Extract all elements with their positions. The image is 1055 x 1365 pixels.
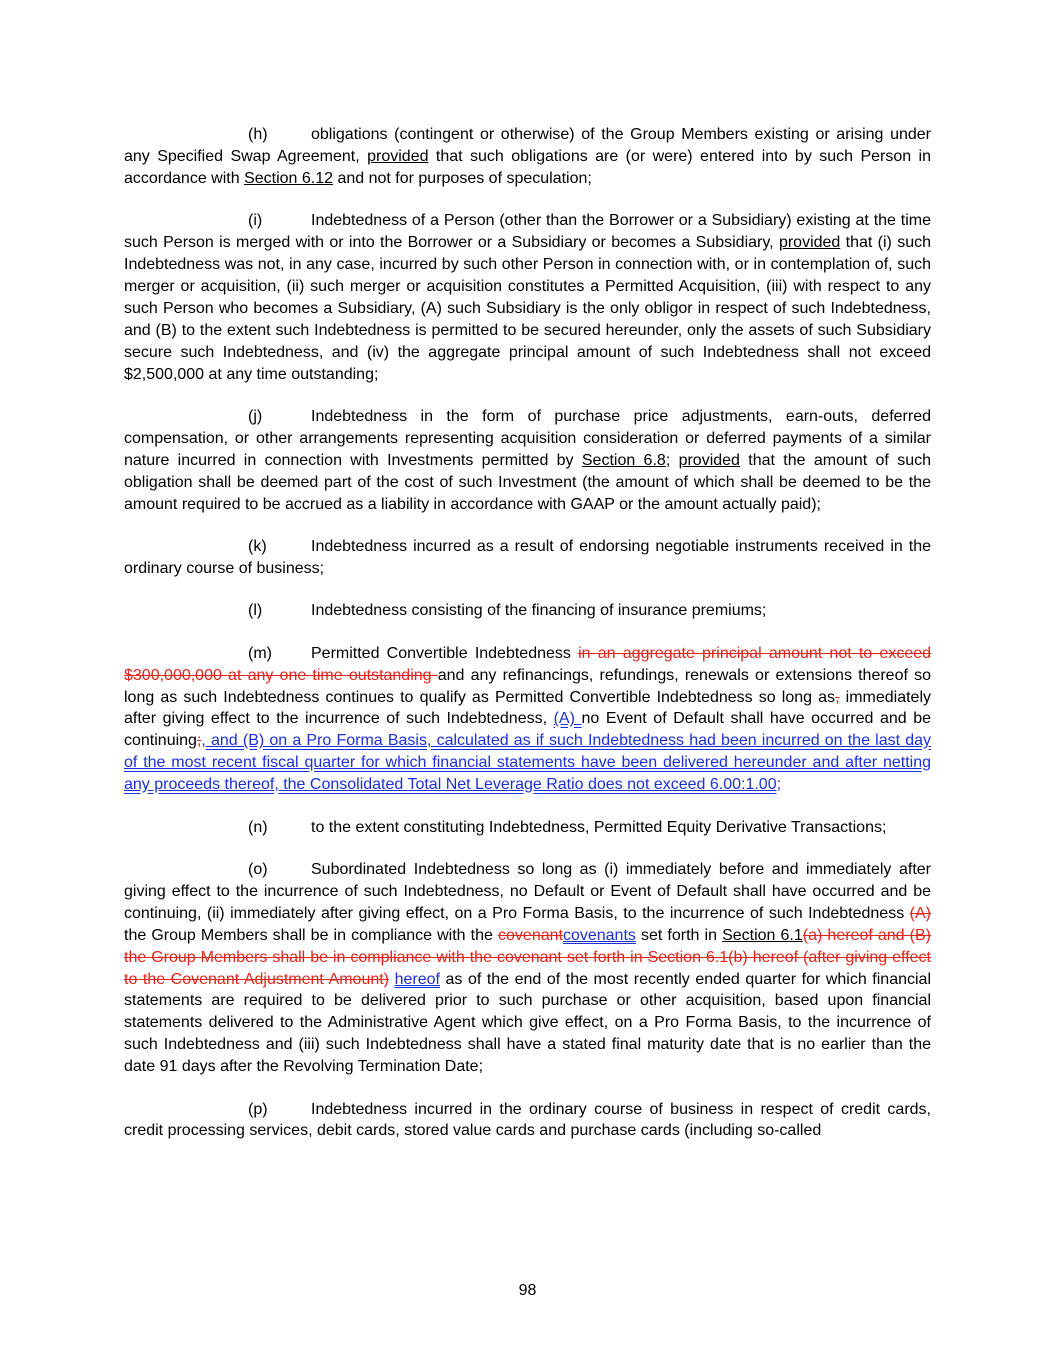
paragraph-n	[124, 817, 931, 839]
text-run: ;	[665, 451, 679, 469]
text-run: Permitted Convertible Indebtedness	[311, 644, 579, 662]
inserted-text: hereof	[394, 970, 440, 988]
underlined-text: Section 6.8	[581, 451, 666, 469]
text-run: to the extent constituting Indebtedness, Permitted Equity Derivative Transactions;	[311, 818, 887, 836]
underlined-text: Section 6.12	[244, 169, 334, 187]
paragraph-i	[124, 210, 931, 385]
deleted-text: covenant	[498, 926, 563, 944]
paragraph-k	[124, 536, 931, 580]
text-run: and any refinancings, refundings, renewals or extensions thereof so long as such Indebtedness continues to qualify as Permitted Convertible Indebtedness so long as	[124, 666, 932, 706]
deleted-text: in an aggregate principal amount not to exceed $300,000,000 at any one time outstanding	[124, 644, 932, 684]
text-run: obligations (contingent or otherwise) of the Group Members existing or arising under any Specified Swap Agreement,	[124, 126, 931, 165]
underlined-text: provided	[778, 234, 841, 252]
paragraph-p	[124, 1099, 931, 1143]
paragraph-label: (k)	[248, 538, 267, 555]
underlined-text: provided	[678, 451, 740, 469]
text-run: Indebtedness consisting of the financing of insurance premiums;	[311, 602, 767, 620]
paragraph-j	[124, 406, 931, 516]
paragraph-label: (l)	[248, 602, 263, 620]
page-number: 98	[518, 1282, 537, 1299]
text-run: set forth in	[635, 926, 723, 944]
deleted-text: ;	[196, 732, 202, 750]
text-run: Indebtedness incurred as a result of endorsing negotiable instruments received in the ordinary course of business;	[124, 538, 931, 577]
paragraph-label: (m)	[248, 644, 272, 662]
paragraph-l	[124, 600, 931, 622]
paragraph-list	[124, 124, 931, 1142]
paragraph-o	[124, 859, 931, 1078]
paragraph-label: (n)	[248, 818, 268, 836]
text-run: no Event of Default shall have occurred and be continuing	[124, 710, 932, 750]
paragraph-label: (j)	[248, 407, 263, 425]
text-run: Indebtedness in the form of purchase price adjustments, earn-outs, deferred compensation, or other arrangements representing acquisition consideration or deferred payments of a similar nature incurred in connection with Investments permitted by	[124, 407, 931, 469]
text-run: as of the end of the most recently ended quarter for which financial statements are required to be delivered prior to such purchase or other acquisition, based upon financial statements delivered to the Administrative Agent which give effect, on a Pro Forma Basis, to the incurrence of such Indebtedness and (iii) such Indebtedness shall have a stated final maturity date that is no earlier than the date 91 days after the Revolving Termination Date;	[124, 970, 932, 1076]
paragraph-m	[124, 643, 931, 796]
text-run: Indebtedness of a Person (other than the Borrower or a Subsidiary) existing at the time such Person is merged with or into the Borrower or a Subsidiary or becomes a Subsidiary,	[124, 212, 931, 252]
text-run: the Group Members shall be in compliance with the	[124, 926, 499, 944]
text-run: that the amount of such obligation shall be deemed part of the cost of such Investment (the amount of which shall be deemed to be the amount required to be accrued as a liability in accordance with GAAP or the amount actually paid);	[124, 451, 931, 513]
paragraph-label: (p)	[248, 1100, 268, 1118]
text-run: Indebtedness incurred in the ordinary course of business in respect of credit cards, credit processing services, debit cards, stored value cards and purchase cards (including so-called	[124, 1100, 931, 1140]
text-run: that (i) such Indebtedness was not, in any case, incurred by such other Person in connection with, or in contemplation of, such merger or acquisition, (ii) such merger or acquisition constitutes a Permitted Acquisition, (iii) with respect to any such Person who becomes a Subsidiary, (A) such Subsidiary is the only obligor in respect of such Indebtedness, and (B) to the extent such Indebtedness is permitted to be secured hereunder, only the assets of such Subsidiary secure such Indebtedness, and (iv) the aggregate principal amount of such Indebtedness shall not exceed $2,500,000 at any time outstanding;	[124, 234, 931, 383]
text-run: and not for purposes of speculation;	[333, 169, 592, 187]
inserted-text: covenants	[562, 926, 636, 944]
document-page	[124, 124, 931, 1163]
text-run: Subordinated Indebtedness so long as (i) immediately before and immediately after giving effect to the incurrence of such Indebtedness, no Default or Event of Default shall have occurred and be continuing, (ii) immediately after giving effect, on a Pro Forma Basis, to the incurrence of such Indebtedness	[124, 860, 931, 922]
underlined-text: provided	[367, 147, 429, 165]
deleted-text: ,	[835, 688, 840, 706]
inserted-text: , and (B) on a Pro Forma Basis, calculated as if such Indebtedness had been incurred on the last day of the most recent fiscal quarter for which financial statements have been delivered hereunder and after netting any proceeds thereof, the Consolidated Total Net Leverage Ratio does not exceed 6.00:1.00;	[124, 732, 931, 794]
paragraph-h	[124, 124, 931, 190]
text-run: that such obligations are (or were) entered into by such Person in accordance with	[124, 147, 932, 187]
paragraph-label: (i)	[248, 212, 263, 230]
underlined-text: Section 6.1	[722, 926, 803, 944]
deleted-text: (a) hereof and (B) the Group Members shall be in compliance with the covenant set forth in Section 6.1(b) hereof (after giving effect to the Covenant Adjustment Amount)	[124, 926, 932, 988]
paragraph-label: (o)	[248, 860, 268, 878]
deleted-text: (A)	[909, 904, 931, 922]
paragraph-label: (h)	[248, 126, 268, 143]
text-run: immediately after giving effect to the incurrence of such Indebtedness,	[124, 688, 931, 728]
inserted-text: (A)	[553, 710, 582, 728]
